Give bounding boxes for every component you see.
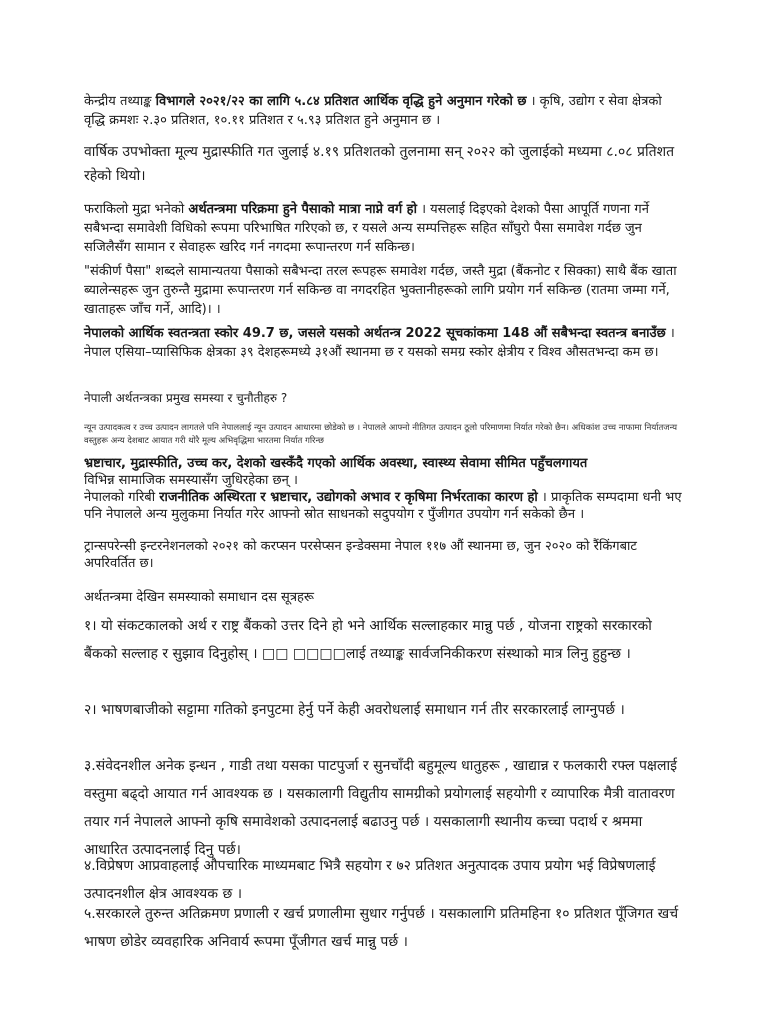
list-item-1: १। यो संकटकालको अर्थ र राष्ट्र बैंकको उत्तर दिने हो भने आर्थिक सल्लाहकार मान्नु पर्छ , योजना राष्ट्रको सरकारको बैंकको सल्लाह र सुझाव दिनुहोस् । □□ □□□□लाई तथ्याङ्क सार्वजनिकीकरण संस्थाको मात्र लिनु हुहुन्छ । [84,618,652,662]
list-item-3: ३.संवेदनशील अनेक इन्धन , गाडी तथा यसका पाटपुर्जा र सुनचाँदी बहुमूल्य धातुहरू , खाद्यान्न र फलकारी रफ्ल पक्षलाई वस्तुमा बढ्दो आयात गर्न आवश्यक छ । यसकालागी विद्युतीय सामग्रीको प्रयोगलाई सहयोगी र व्यापारिक मैत्री वातावरण तयार गर्न नेपालले आफ्नो कृषि समावेशको उत्पादनलाई बढाउनु पर्छ । यसकालागी स्थानीय कच्चा पदार्थ र श्रममा आधारित उत्पादनलाई दिनु पर्छ। [84,758,677,858]
paragraph-corruption: भ्रष्टाचार, मुद्रास्फीति, उच्च कर, देशको खस्कँदै गएको आर्थिक अवस्था, स्वास्थ्य सेवामा सीमित पहुँचलगायत [84,456,588,471]
paragraph-social-problems: विभिन्न सामाजिक समस्यासँग जुधिरहेका छन् । [84,473,298,488]
list-item-2: २। भाषणबाजीको सट्टामा गतिको इनपुटमा हेर्नु पर्ने केही अवरोधलाई समाधान गर्न तीर सरकारलाई लाग्नुपर्छ । [84,702,625,718]
text-segment: नेपालको गरिबी [84,490,160,505]
paragraph-low-productivity: न्यून उत्पादकत्व र उच्च उत्पादन लागतले पनि नेपाललाई न्यून उत्पादन आधारमा छोडेको छ । नेपालले आफ्नो नीतिगत उत्पादन ठूलो परिमाणमा निर्यात गरेको छैन। अधिकांश उच्च नाफामा निर्यातजन्य वस्तुहरू अन्य देशबाट आयात गरी थोरै मूल्य अभिवृद्धिमा भारतमा निर्यात गरिन्छ [84,423,678,446]
list-item-4: ४.विप्रेषण आप्रवाहलाई औपचारिक माध्यमबाट भित्रै सहयोग र ७२ प्रतिशत अनुत्पादक उपाय प्रयोग भई विप्रेषणलाई उत्पादनशील क्षेत्र आवश्यक छ । [84,858,656,902]
text-segment: फराकिलो मुद्रा भनेको [84,202,189,217]
paragraph-gdp-growth [84,92,684,130]
paragraph-inflation: वार्षिक उपभोक्ता मूल्य मुद्रास्फीति गत जुलाई ४.१९ प्रतिशतको तुलनामा सन् २०२२ को जुलाईको मध्यमा ८.०८ प्रतिशत रहेको थियो। [84,144,675,184]
text-segment: । प्राकृतिक सम्पदामा धनी भए पनि नेपालले अन्य मुलुकमा निर्यात गरेर आफ्नो स्रोत साधनको सदुपयोग र पुँजीगत उपयोग गर्न सकेको छैन । [84,490,682,522]
text-segment: । कृषि, उद्योग र सेवा क्षेत्रको वृद्धि क्रमशः २.३० प्रतिशत, १०.११ प्रतिशत र ५.९३ प्रतिशत हुने अनुमान छ । [84,94,662,128]
list-item-5: ५.सरकारले तुरुन्त अतिक्रमण प्रणाली र खर्च प्रणालीमा सुधार गर्नुपर्छ । यसकालागि प्रतिमहिना १० प्रतिशत पूँजिगत खर्च भाषण छोडेर व्यवहारिक अनिवार्य रूपमा पूँजीगत खर्च मान्नु पर्छ । [84,906,679,950]
section-heading-solutions: अर्थतन्त्रमा देखिन समस्याको समाधान दस सूत्रहरू [84,590,315,605]
paragraph-poverty [84,489,684,523]
bold-segment: राजनीतिक अस्थिरता र भ्रष्टाचार, उद्योगको अभाव र कृषिमा निर्भरताका कारण हो [159,490,538,505]
text-segment: केन्द्रीय तथ्याङ्क [84,94,156,109]
bold-segment: विभागले २०२१/२२ का लागि ५.८४ प्रतिशत आर्थिक वृद्धि हुने अनुमान गरेको छ [155,94,527,109]
paragraph-broad-money [84,200,684,257]
text-segment: । नेपाल एसिया–प्यासिफिक क्षेत्रका ३९ देशहरूमध्ये ३१औं स्थानमा छ र यसको समग्र स्कोर क्षेत्रीय र विश्व औसतभन्दा कम छ। [84,326,675,360]
text-segment: । यसलाई दिइएको देशको पैसा आपूर्ति गणना गर्ने सबैभन्दा समावेशी विधिको रूपमा परिभाषित गरिएको छ, र यसले अन्य सम्पत्तिहरू सहित साँघुरो पैसा समावेश गर्दछ जुन सजिलैसँग सामान र सेवाहरू खरिद गर्न नगदमा रूपान्तरण गर्न सकिन्छ। [84,202,649,255]
bold-segment: अर्थतन्त्रमा परिक्रमा हुने पैसाको मात्रा नाप्ने वर्ग हो [188,202,417,217]
paragraph-corruption-index: ट्रान्सपरेन्सी इन्टरनेशनलको २०२१ को करप्सन परसेप्सन इन्डेक्समा नेपाल ११७ औं स्थानमा छ, जुन २०२० को रैंकिंगबाट अपरिवर्तित छ। [84,539,637,571]
paragraph-narrow-money: "संकीर्ण पैसा" शब्दले सामान्यतया पैसाको सबैभन्दा तरल रूपहरू समावेश गर्दछ, जस्तै मुद्रा (बैंकनोट र सिक्का) साथै बैंक खाता ब्यालेन्सहरू जुन तुरुन्तै मुद्रामा रूपान्तरण गर्न सकिन्छ वा नगदरहित भुक्तानीहरूको लागि प्रयोग गर्न सकिन्छ (रातमा जम्मा गर्ने, खाताहरू जाँच गर्ने, आदि)। । [84,264,677,317]
bold-segment: नेपालको आर्थिक स्वतन्त्रता स्कोर 49.7 छ, जसले यसको अर्थतन्त्र 2022 सूचकांकमा 148 औं सबैभन्दा स्वतन्त्र बनाउँछ [84,326,666,341]
section-heading-problems: नेपाली अर्थतन्त्रका प्रमुख समस्या र चुनौतीहरु ? [84,391,288,405]
paragraph-economic-freedom [84,324,684,362]
